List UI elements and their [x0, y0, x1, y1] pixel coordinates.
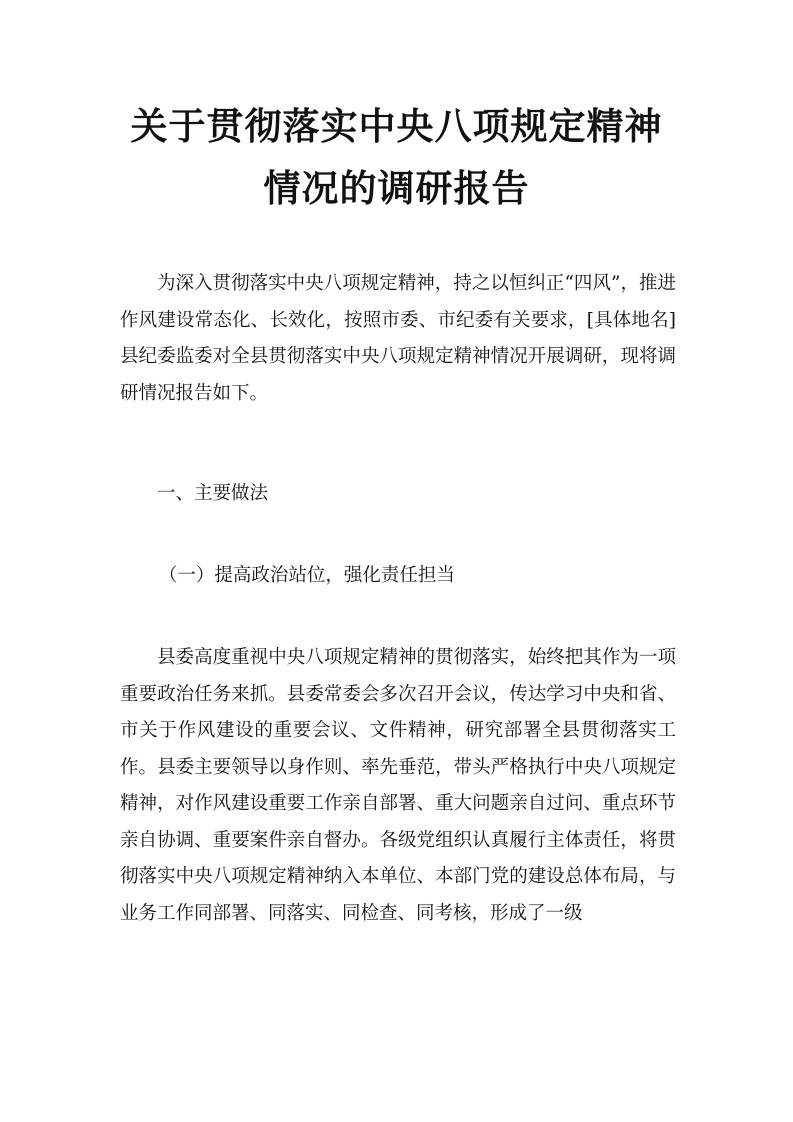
section-heading: 一、主要做法	[157, 483, 269, 504]
subsection-heading: （一）提高政治站位，强化责任担当	[158, 565, 455, 586]
body-paragraph: 县委高度重视中央八项规定精神的贯彻落实，始终把其作为一项重要政治任务来抓。县委常委会多次召开会议，传达学习中央和省、市关于作风建设的重要会议、文件精神，研究部署全县贯彻落实工作。县委主要领导以身作则、率先垂范，带头严格执行中央八项规定精神，对作风建设重要工作亲自部署、重大问题亲自过问、重点环节亲自协调、重要案件亲自督办。各级党组织认真履行主体责任，将贯彻落实中央八项规定精神纳入本单位、本部门党的建设总体布局，与业务工作同部署、同落实、同检查、同考核，形成了一级	[120, 647, 676, 924]
intro-paragraph: 为深入贯彻落实中央八项规定精神，持之以恒纠正“四风”，推进作风建设常态化、长效化，按照市委、市纪委有关要求，[具体地名]县纪委监委对全县贯彻落实中央八项规定精神情况开展调研，现将调研情况报告如下。	[120, 273, 676, 404]
document-title-line-1: 关于贯彻落实中央八项规定精神	[130, 104, 663, 148]
document-title-line-2: 情况的调研报告	[263, 166, 530, 210]
